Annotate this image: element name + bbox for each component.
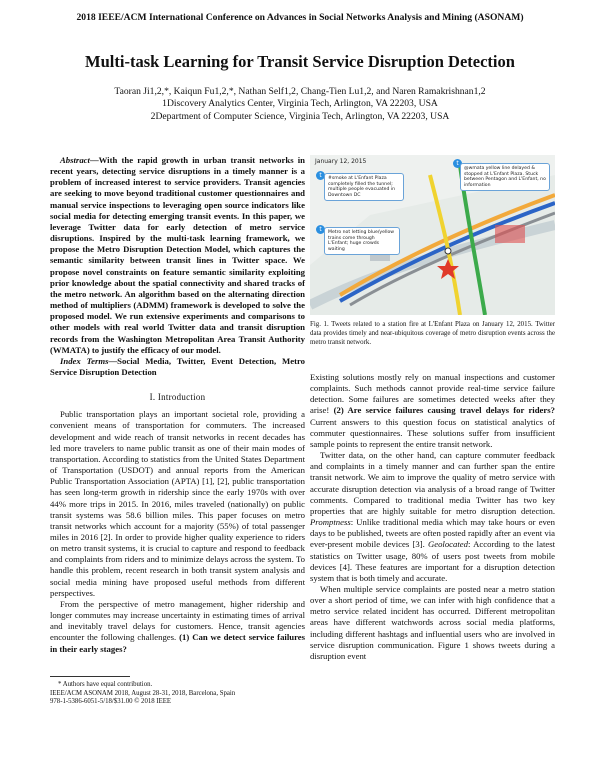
right-p2-geolocated: Geolocated	[427, 539, 468, 550]
conference-header: 2018 IEEE/ACM International Conference on Advances in Social Networks Analysis and Mining (ASONAM)	[76, 12, 524, 23]
author-block	[0, 86, 600, 123]
right-column	[310, 372, 555, 662]
right-p2-text-c: : According to the latest statistics on Twitter usage, 80% of users post tweets from mobile devices [4]. These features are important for a disruption detection system that is both timely and accurate.	[310, 539, 556, 583]
right-p2-text-b: : Unlike traditional media which may take hours or even days to be published, tweets are often posted rapidly after an event via ever-present mobile devices [3].	[310, 517, 555, 550]
figure-date: January 12, 2015	[315, 158, 367, 165]
index-terms-text: —Social Media, Twitter, Event Detection, Metro Service Disruption Detection	[50, 355, 306, 377]
right-paragraph-3: When multiple service complaints are posted near a metro station over a short period of time, we can infer with high confidence that a metro service related incident has occurred. Different metropolitan areas have different watchwords across social media platforms, including different hashtags and influential users who are involved in service disruption communication. Figure 1 shows tweets during a disruption event	[310, 583, 555, 661]
station-marker	[445, 248, 451, 254]
footnote-isbn: 978-1-5386-6051-5/18/$31.00 © 2018 IEEE	[50, 698, 172, 706]
footnote-rule	[50, 676, 130, 677]
twitter-bird-icon: t	[316, 225, 325, 234]
authors-line: Taoran Ji1,2,*, Kaiqun Fu1,2,*, Nathan Self1,2, Chang-Tien Lu1,2, and Naren Ramakrishnan1,2	[114, 86, 486, 97]
abstract-text: —With the rapid growth in urban transit networks in recent years, detecting service disruptions in a timely manner is a problem of increased interest to service providers. Transit agencies are seeking to move beyond traditional customer questionnaires and manual service inspections to leveraging open source indicators like social media for detecting emerging transit events. In this paper, we leverage Twitter data for early detection of metro service disruptions. Inspired by the multi-task learning framework, we propose the Metro Disruption Detection Model, which captures the semantic similarity between transit lines in Twitter space. We propose novel constraints on feature semantic similarity exploiting prior knowledge about the spatial connectivity and shared tracks of the metro network. An algorithm based on the alternating direction method of multipliers (ADMM) framework is developed to solve the proposed model. We run extensive experiments and comparisons to other models with real world Twitter data and transit disruption records from the Washington Metropolitan Area Transit Authority (WMATA) to justify the efficacy of our model.	[50, 155, 305, 355]
footnote-equal-contribution: * Authors have equal contribution.	[58, 681, 153, 688]
right-paragraph-1	[310, 372, 555, 450]
abstract-label: Abstract	[60, 155, 90, 165]
figure-1-caption: Fig. 1. Tweets related to a station fire at L'Enfant Plaza on January 12, 2015. Twitter data provides timely and near-ubiquitous coverage of metro disruption events across the metro transit network.	[310, 321, 555, 346]
twitter-bird-icon: t	[453, 159, 462, 168]
right-p1-text-a: Existing solutions mostly rely on manual inspections and customer complaints. Such methods cannot provide real-time service failure detection. Some failures are sometimes detected weeks after they arise!	[310, 372, 555, 416]
intro-paragraph-2	[50, 599, 305, 655]
right-p2-text-a: Twitter data, on the other hand, can capture commuter feedback and complaints in a timely manner and can further span the entire transit network. We aim to improve the quality of metro service with accurate disruption detection via analysis of a broad range of Twitter comments. Compared to traditional media Twitter has two key properties that are highly suitable for metro disruption detection.	[310, 450, 555, 516]
figure-1-map	[310, 155, 555, 315]
tweet-2: @wmata yellow line delayed & stopped at L'Enfant Plaza. Stuck between Pentagon and L'Enfant, no information	[460, 163, 550, 191]
footnotes	[50, 676, 305, 707]
right-p2-promptness: Promptness	[310, 517, 351, 528]
section-heading: I. Introduction	[149, 392, 206, 403]
right-p1-question: (2) Are service failures causing travel delays for riders?	[333, 405, 555, 416]
intro-paragraph-1: Public transportation plays an important societal role, providing a convenient means of transportation for commuters. The increased development and wide reach of transit networks in recent decades has led more travelers to name public transit as one of their main modes of transportation. According to statistics from the United States Department of Transportation (USDOT) and annual reports from the American Public Transportation Association (APTA) [1], [2], public transportation has seen long-term growth in ridership since the early 1970s with over 44% more trips in 2015. In 2016, miles traveled (nationally) on public transit systems was 58.6 billion miles. This paper focuses on metro transit networks which account for a majority (55%) of total passenger miles in 2016 [2]. In order to provide higher quality experience to riders on metro transit systems, it is crucial to capture and respond to feedback and complaints from riders and to minimize delays across the system. To handle this problem, recent research in both transit system analysis and social media mining have proposed useful methods from different perspectives.	[50, 409, 305, 598]
footnote-conference: IEEE/ACM ASONAM 2018, August 28-31, 2018, Barcelona, Spain	[50, 689, 236, 697]
intro-p2-question: (1) Can we detect service failures in their early stages?	[50, 632, 306, 654]
tweet-1: #smoke at L'Enfant Plaza completely filled the tunnel; multiple people evacuated in Downtown DC	[324, 173, 404, 201]
twitter-bird-icon: t	[316, 171, 325, 180]
affiliation-2: 2Department of Computer Science, Virginia Tech, Arlington, VA 22203, USA	[150, 110, 450, 122]
building-block	[495, 225, 525, 243]
right-paragraph-2	[310, 450, 555, 584]
paper-title: Multi-task Learning for Transit Service Disruption Detection	[85, 52, 515, 71]
index-terms	[50, 356, 305, 378]
tweet-3: Metro not letting blue/yellow trains come through L'Enfant; huge crowds waiting	[324, 227, 400, 255]
intro-p2-text: From the perspective of metro management, higher ridership and longer commutes may increase uncertainty in estimating times of arrival and inevitably travel delays for customers. Hence, transit agencies encounter the following challenges.	[50, 598, 305, 643]
right-p1-text-b: Current answers to this question focus on statistical analytics of commuter questionnaires. These solutions suffer from insufficient sample points to represent the entire transit network.	[310, 416, 555, 449]
affiliation-1: 1Discovery Analytics Center, Virginia Tech, Arlington, VA 22203, USA	[162, 98, 438, 110]
left-column	[50, 155, 305, 655]
index-terms-label: Index Terms	[60, 355, 109, 366]
abstract	[50, 155, 305, 356]
